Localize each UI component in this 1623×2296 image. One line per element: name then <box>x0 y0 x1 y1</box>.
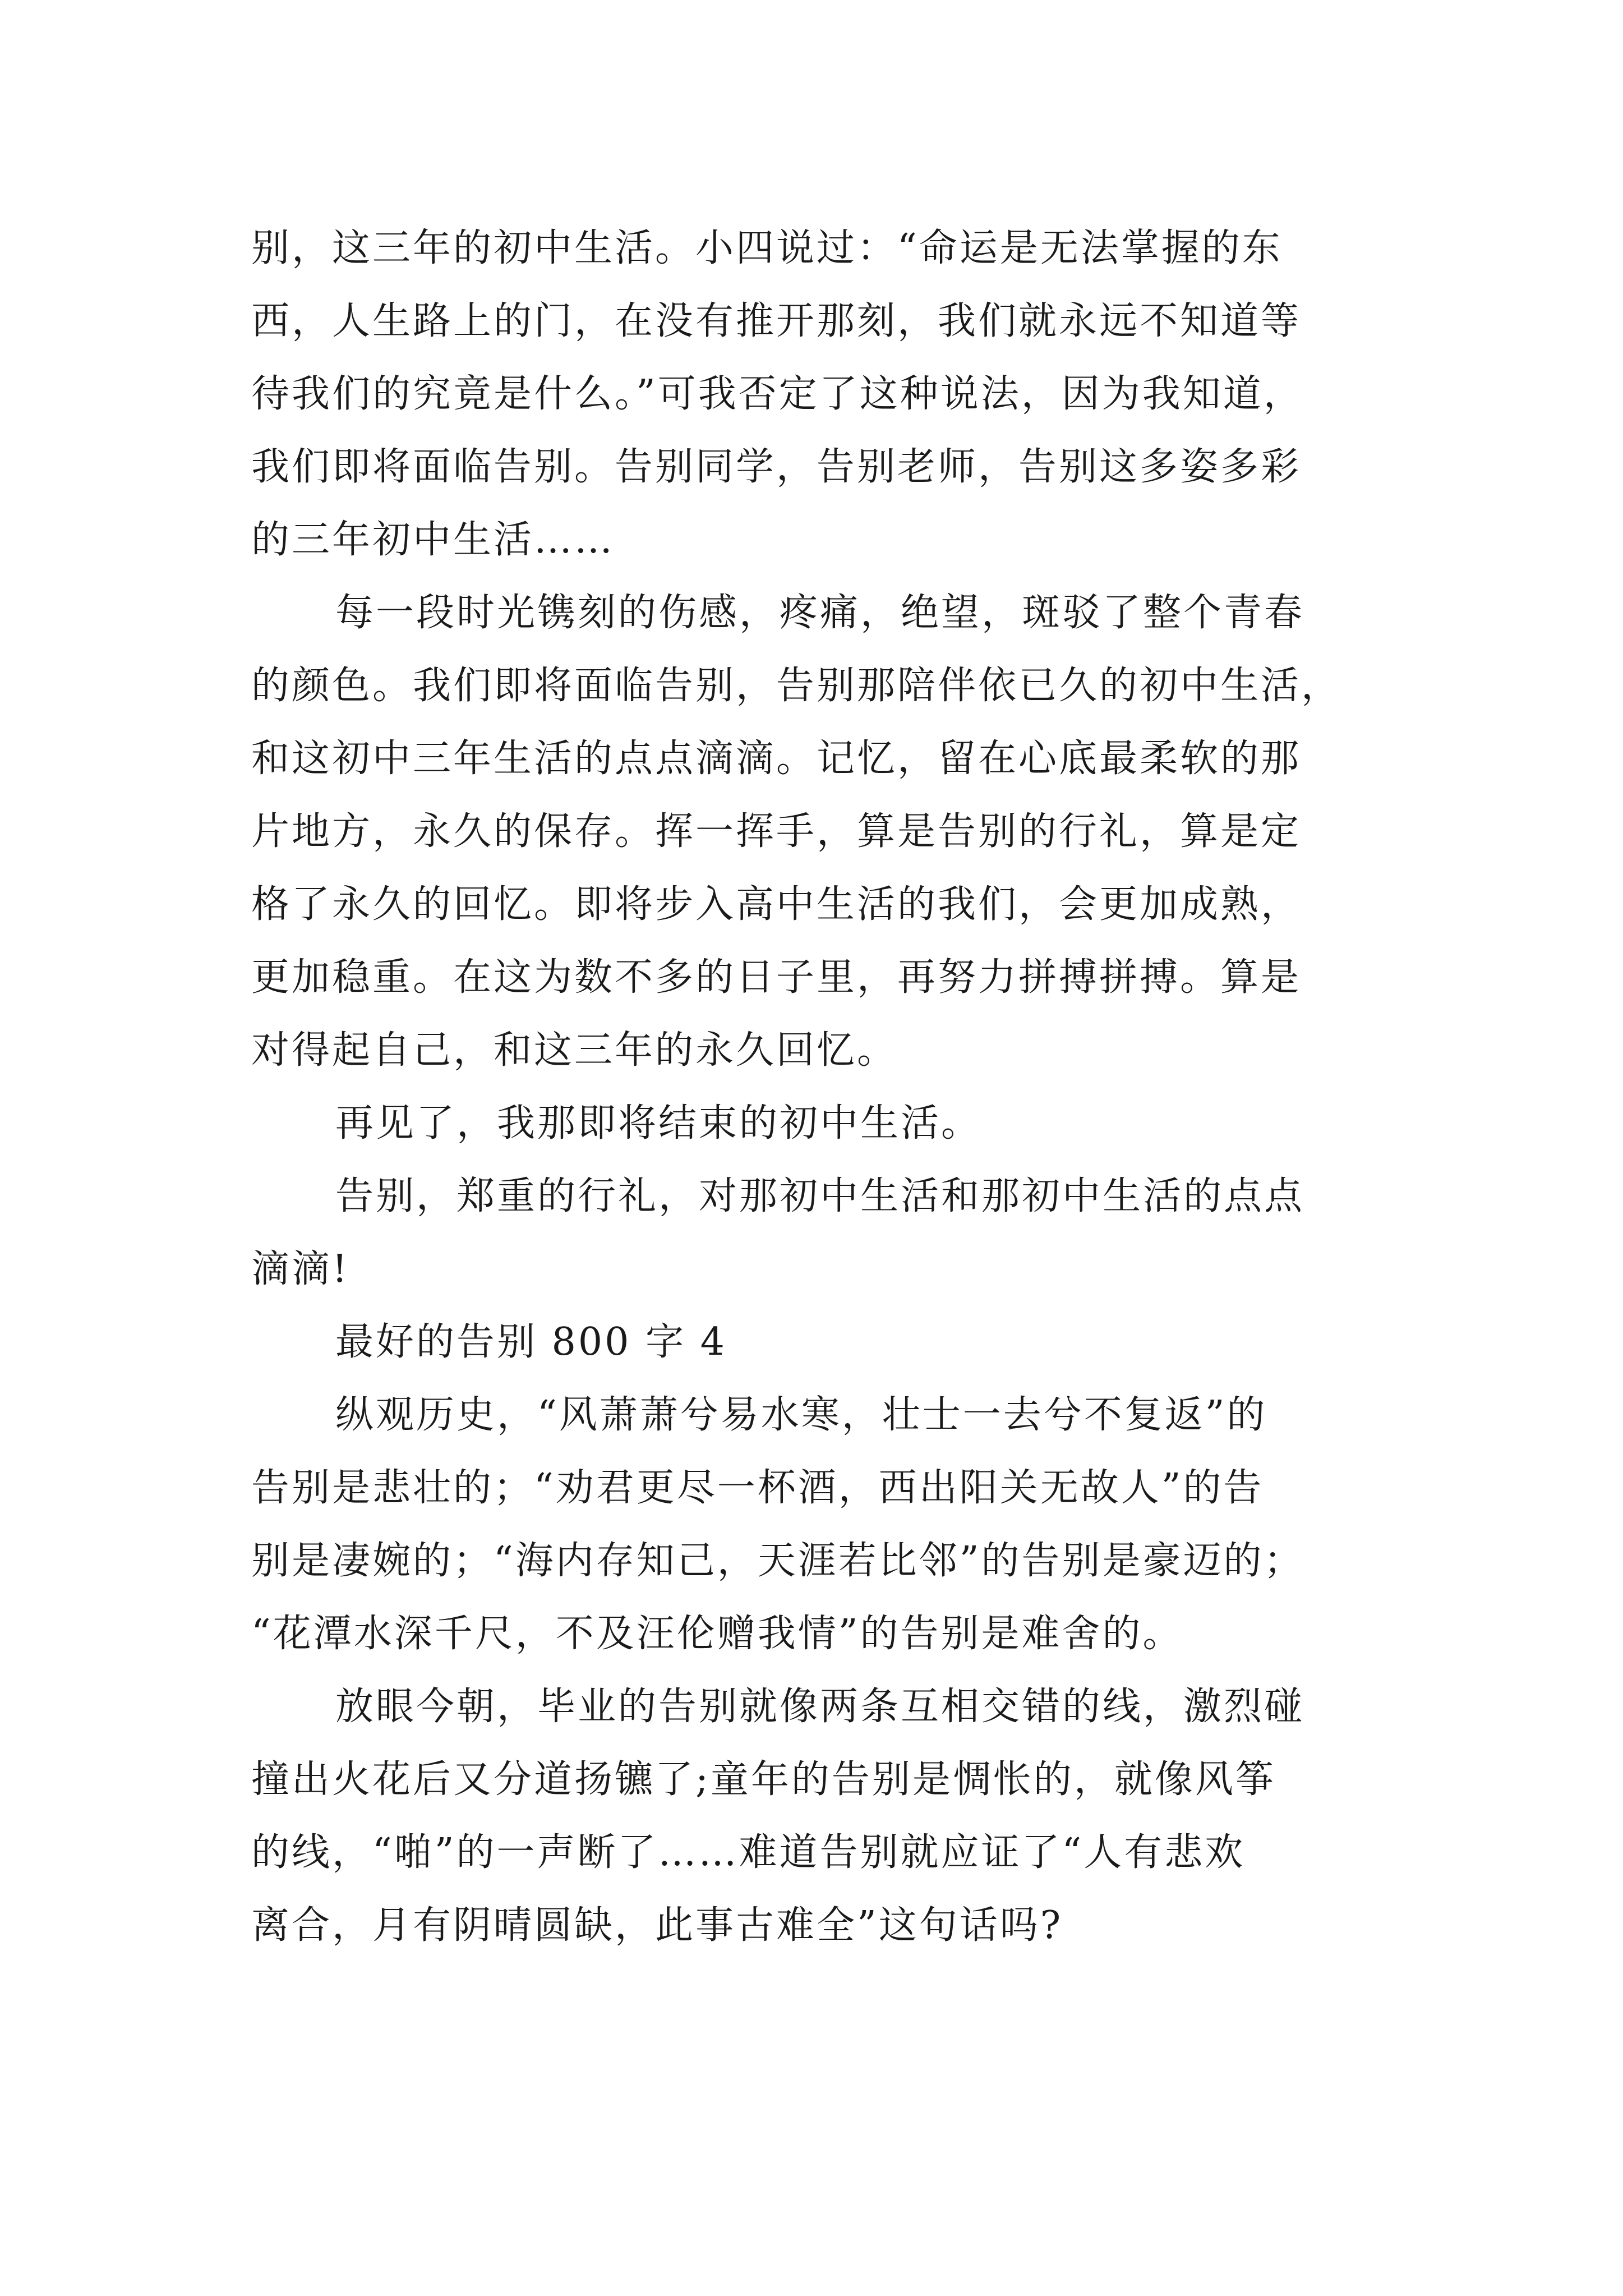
text-line: 别是凄婉的；“海内存知己，天涯若比邻”的告别是豪迈的； <box>251 1539 1304 1583</box>
document-body <box>251 212 1395 1962</box>
text-line: 和这初中三年生活的点点滴滴。记忆，留在心底最柔软的那 <box>251 737 1302 781</box>
text-line: 放眼今朝，毕业的告别就像两条互相交错的线，激烈碰 <box>335 1685 1305 1729</box>
text-line: 格了永久的回忆。即将步入高中生活的我们，会更加成熟， <box>251 882 1302 927</box>
text-line: 别，这三年的初中生活。小四说过：“命运是无法掌握的东 <box>251 226 1283 270</box>
text-line: 再见了，我那即将结束的初中生活。 <box>335 1101 982 1145</box>
text-line: 西，人生路上的门，在没有推开那刻，我们就永远不知道等 <box>251 299 1302 343</box>
text-line: 撞出火花后又分道扬镳了;童年的告别是惆怅的，就像风筝 <box>251 1757 1276 1802</box>
text-line: 滴滴! <box>251 1247 350 1291</box>
text-line: 每一段时光镌刻的伤感，疼痛，绝望，斑驳了整个青春 <box>335 591 1305 635</box>
text-line: 待我们的究竟是什么。”可我否定了这种说法，因为我知道， <box>251 372 1304 416</box>
text-line: 的三年初中生活…… <box>251 518 615 562</box>
text-line: 告别是悲壮的；“劝君更尽一杯酒，西出阳关无故人”的告 <box>251 1466 1264 1510</box>
text-line: 的颜色。我们即将面临告别，告别那陪伴依已久的初中生活， <box>251 664 1342 708</box>
text-line: 我们即将面临告别。告别同学，告别老师，告别这多姿多彩 <box>251 445 1302 489</box>
text-line: 对得起自己，和这三年的永久回忆。 <box>251 1028 898 1073</box>
text-line: “花潭水深千尺，不及汪伦赠我情”的告别是难舍的。 <box>251 1612 1183 1656</box>
text-line: 片地方，永久的保存。挥一挥手，算是告别的行礼，算是定 <box>251 809 1302 854</box>
text-line: 离合，月有阴晴圆缺，此事古难全”这句话吗? <box>251 1903 1063 1948</box>
text-line: 更加稳重。在这为数不多的日子里，再努力拼搏拼搏。算是 <box>251 955 1302 1000</box>
text-line: 告别，郑重的行礼，对那初中生活和那初中生活的点点 <box>335 1174 1305 1218</box>
section-heading: 最好的告别 800 字 4 <box>335 1320 727 1364</box>
text-line: 的线，“啪”的一声断了……难道告别就应证了“人有悲欢 <box>251 1830 1246 1875</box>
text-line: 纵观历史，“风萧萧兮易水寒，壮士一去兮不复返”的 <box>335 1393 1267 1437</box>
